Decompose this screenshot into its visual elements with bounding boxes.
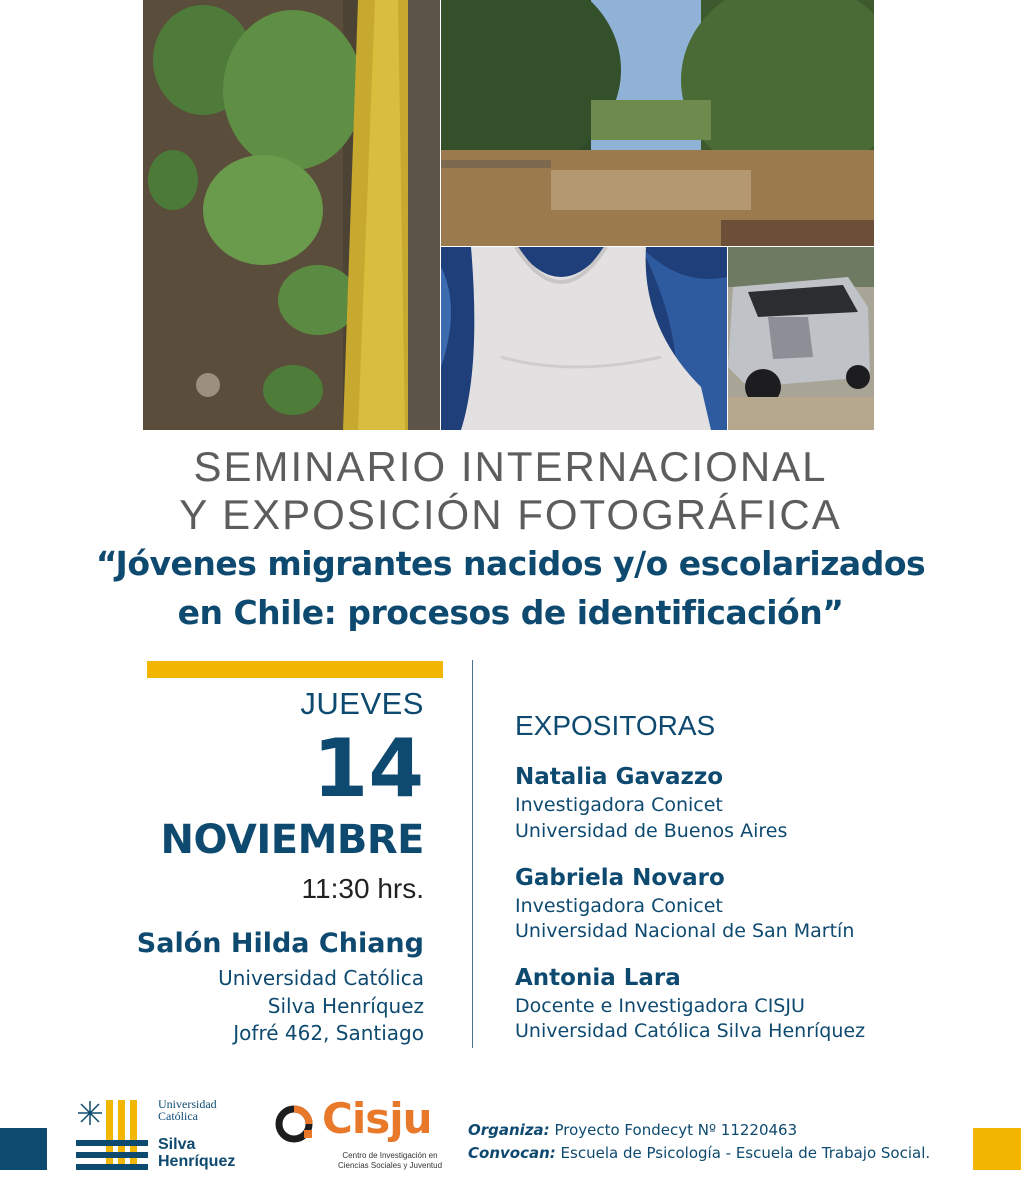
white-shirt-photo bbox=[441, 247, 727, 430]
event-venue: Salón Hilda Chiang bbox=[136, 928, 424, 959]
subtitle-line-2: en Chile: procesos de identificación” bbox=[177, 593, 844, 632]
garden-curb-photo bbox=[143, 0, 440, 430]
convocan-line bbox=[468, 1144, 930, 1162]
speaker-name: Gabriela Novaro bbox=[515, 865, 725, 891]
speaker-affiliation: Universidad Nacional de San Martín bbox=[515, 920, 855, 942]
convocan-label: Convocan: bbox=[468, 1144, 556, 1162]
speaker-name: Antonia Lara bbox=[515, 965, 681, 991]
ucsh-logo-text: Católica bbox=[158, 1109, 198, 1123]
speaker-role: Docente e Investigadora CISJU bbox=[515, 995, 805, 1017]
ucsh-logo-text: Silva bbox=[158, 1136, 196, 1153]
subtitle-line-1: “Jóvenes migrantes nacidos y/o escolarizados bbox=[95, 544, 926, 583]
cisju-logo-text: Cisju bbox=[322, 1094, 432, 1143]
cisju-logo-subtitle: Centro de Investigación en bbox=[342, 1151, 438, 1160]
event-weekday: JUEVES bbox=[300, 686, 424, 721]
speaker-name: Natalia Gavazzo bbox=[515, 764, 724, 790]
venue-address-line: Silva Henríquez bbox=[267, 994, 424, 1018]
photo-collage bbox=[143, 0, 874, 430]
event-month: NOVIEMBRE bbox=[160, 817, 424, 863]
vertical-divider bbox=[472, 660, 473, 1048]
event-time: 11:30 hrs. bbox=[301, 873, 424, 904]
speaker-role: Investigadora Conicet bbox=[515, 895, 723, 917]
convocan-value: Escuela de Psicología - Escuela de Trabajo Social. bbox=[555, 1144, 931, 1162]
organiza-label: Organiza: bbox=[468, 1121, 550, 1139]
organiza-value: Proyecto Fondecyt Nº 11220463 bbox=[549, 1121, 798, 1139]
ucsh-logo-text: Universidad bbox=[158, 1097, 217, 1111]
yellow-corner-square bbox=[973, 1128, 1021, 1170]
ucsh-logo-text: Henríquez bbox=[158, 1153, 236, 1170]
venue-address-line: Jofré 462, Santiago bbox=[233, 1021, 424, 1045]
river-park-photo bbox=[441, 0, 874, 246]
cisju-logo-icon bbox=[274, 1100, 319, 1145]
speaker-affiliation: Universidad Católica Silva Henríquez bbox=[515, 1020, 866, 1042]
event-day: 14 bbox=[312, 722, 424, 815]
yellow-accent-bar bbox=[147, 661, 443, 678]
organiza-line bbox=[468, 1121, 797, 1139]
cisju-logo-subtitle: Ciencias Sociales y Juventud bbox=[337, 1161, 443, 1170]
speaker-role: Investigadora Conicet bbox=[515, 794, 723, 816]
venue-address-line: Universidad Católica bbox=[218, 966, 424, 990]
blue-corner-square bbox=[0, 1128, 47, 1170]
speakers-heading: EXPOSITORAS bbox=[515, 710, 716, 741]
damaged-car-photo bbox=[728, 247, 874, 430]
speaker-affiliation: Universidad de Buenos Aires bbox=[515, 820, 788, 842]
title-line-1: SEMINARIO INTERNACIONAL bbox=[193, 443, 828, 490]
title-line-2: Y EXPOSICIÓN FOTOGRÁFICA bbox=[179, 491, 842, 538]
